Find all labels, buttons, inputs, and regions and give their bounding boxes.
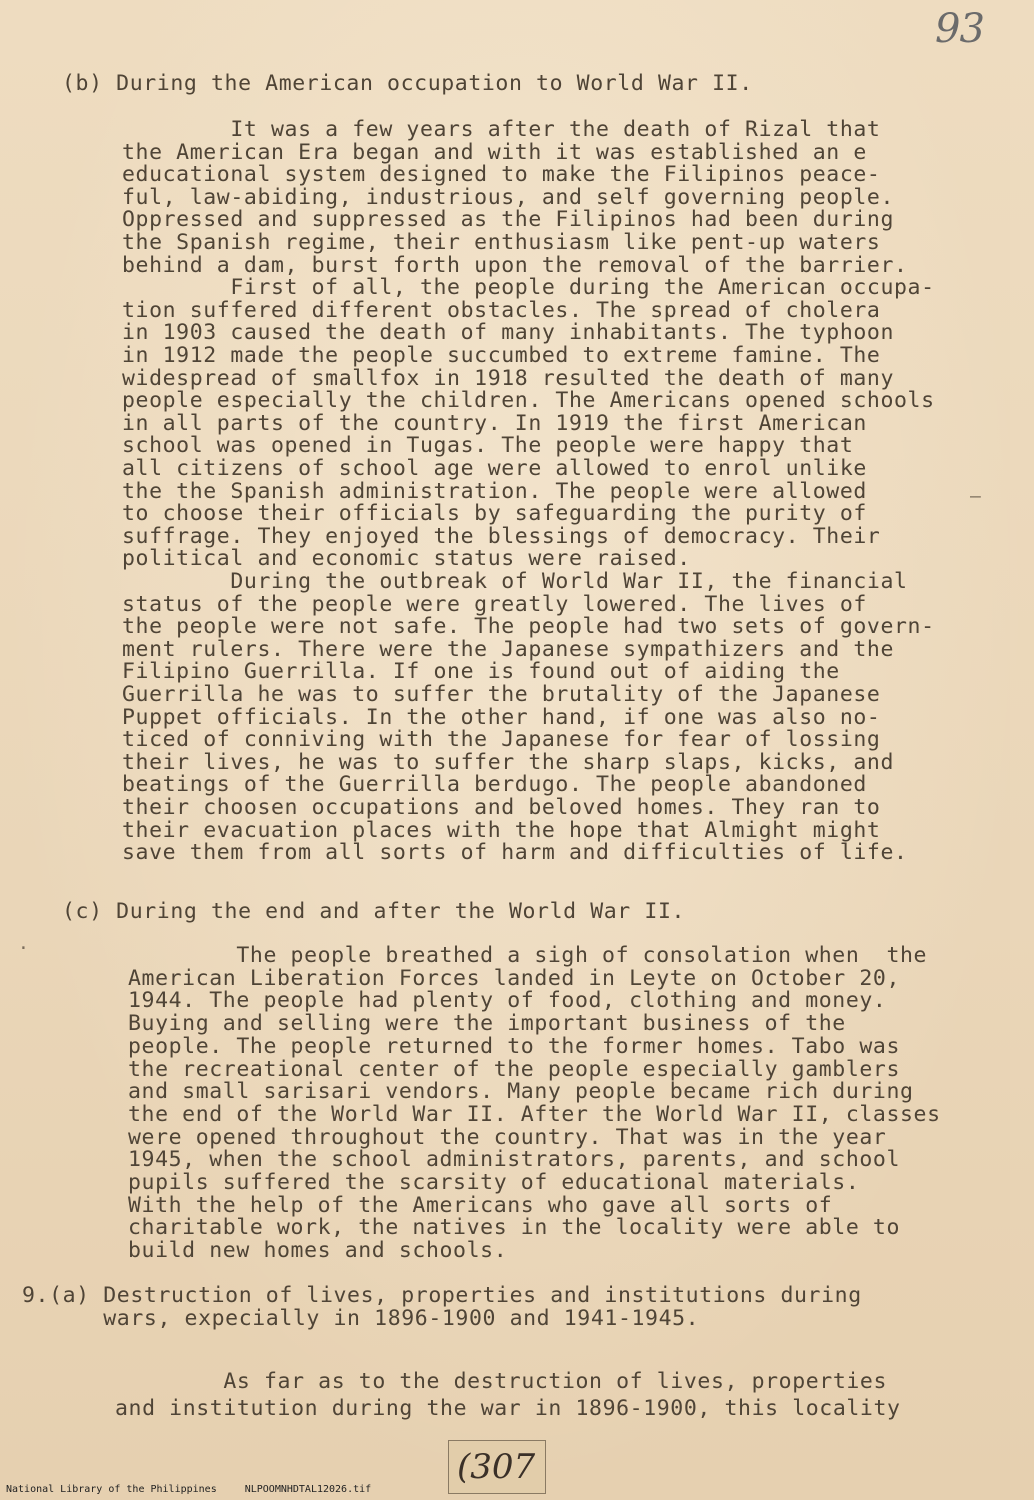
text-line: Oppressed and suppressed as the Filipinos had been during bbox=[122, 207, 895, 233]
text-line: their lives, he was to suffer the sharp slaps, kicks, and bbox=[122, 749, 895, 775]
text-line: pupils suffered the scarsity of educational materials. bbox=[128, 1170, 860, 1195]
text-line: educational system designed to make the Filipinos peace- bbox=[122, 162, 881, 188]
text-line: and institution during the war in 1896-1900, this locality bbox=[115, 1396, 901, 1421]
footer-library: National Library of the Philippines bbox=[6, 1484, 217, 1495]
section-9a-heading-line-2: wars, expecially in 1896-1900 and 1941-1945. bbox=[22, 1306, 700, 1331]
text-line: status of the people were greatly lowered. The lives of bbox=[122, 591, 867, 617]
text-line: During the outbreak of World War II, the financial bbox=[122, 569, 908, 594]
text-line: the Spanish regime, their enthusiasm like pent-up waters bbox=[122, 230, 881, 255]
text-line: The people breathed a sigh of consolation when the bbox=[128, 943, 928, 968]
text-line: With the help of the Americans who gave all sorts of bbox=[128, 1192, 833, 1218]
text-line: were opened throughout the country. That was in the year bbox=[128, 1124, 887, 1150]
text-line: tion suffered different obstacles. The spread of cholera bbox=[122, 297, 881, 323]
scan-footer bbox=[6, 1484, 399, 1495]
text-line: beatings of the Guerrilla berdugo. The people abandoned bbox=[122, 772, 867, 798]
text-line: the end of the World War II. After the World War II, classes bbox=[128, 1101, 941, 1127]
text-line: and small sarisari vendors. Many people became rich during bbox=[128, 1079, 914, 1105]
text-line: ticed of conniving with the Japanese for fear of lossing bbox=[122, 727, 881, 753]
text-line: behind a dam, burst forth upon the removal of the barrier. bbox=[122, 252, 908, 278]
section-c-heading: (c) During the end and after the World War II. bbox=[62, 899, 686, 924]
text-line: save them from all sorts of harm and difficulties of life. bbox=[122, 840, 908, 866]
text-line: widespread of smallfox in 1918 resulted the death of many bbox=[122, 365, 895, 391]
text-line: American Liberation Forces landed in Leyte on October 20, bbox=[128, 965, 901, 991]
text-line: the the Spanish administration. The people were allowed bbox=[122, 478, 867, 504]
text-line: build new homes and schools. bbox=[128, 1238, 508, 1264]
text-line: school was opened in Tugas. The people were happy that bbox=[122, 433, 854, 459]
text-line: the people were not safe. The people had two sets of govern- bbox=[122, 614, 935, 640]
text-line: 1945, when the school administrators, parents, and school bbox=[128, 1147, 901, 1173]
text-line: ful, law-abiding, industrious, and self governing people. bbox=[122, 184, 895, 210]
text-line: in 1903 caused the death of many inhabitants. The typhoon bbox=[122, 320, 895, 346]
text-line: ment rulers. There were the Japanese sympathizers and the bbox=[122, 636, 895, 662]
text-line: It was a few years after the death of Rizal that bbox=[122, 117, 881, 142]
text-line: First of all, the people during the American occupa- bbox=[122, 275, 935, 301]
text-line: charitable work, the natives in the locality were able to bbox=[128, 1215, 901, 1241]
text-line: the American Era began and with it was established an e bbox=[122, 139, 867, 165]
text-line: As far as to the destruction of lives, properties bbox=[115, 1369, 888, 1394]
text-line: their evacuation places with the hope that Almight might bbox=[122, 817, 881, 843]
stamp-number: (307 bbox=[457, 1447, 536, 1487]
text-line: 1944. The people had plenty of food, clothing and money. bbox=[128, 988, 887, 1014]
margin-mark: · bbox=[18, 938, 29, 959]
footer-file: NLPOOMNHDTAL12026.tif bbox=[244, 1484, 372, 1495]
text-line: Filipino Guerrilla. If one is found out of aiding the bbox=[122, 659, 840, 685]
section-b-heading: (b) During the American occupation to World War II. bbox=[62, 71, 753, 96]
text-line: Guerrilla he was to suffer the brutality of the Japanese bbox=[122, 682, 881, 707]
margin-mark: – bbox=[970, 486, 981, 507]
section-9a-heading-line-1: 9.(a) Destruction of lives, properties and institutions during bbox=[22, 1283, 862, 1308]
archive-stamp bbox=[448, 1440, 546, 1494]
text-line: suffrage. They enjoyed the blessings of democracy. Their bbox=[122, 523, 881, 549]
page-number: 93 bbox=[935, 6, 984, 52]
text-line: people especially the children. The Americans opened schools bbox=[122, 388, 935, 414]
text-line: Puppet officials. In the other hand, if one was also no- bbox=[122, 704, 881, 730]
text-line: in all parts of the country. In 1919 the first American bbox=[122, 410, 867, 436]
text-line: all citizens of school age were allowed to enrol unlike bbox=[122, 456, 867, 481]
text-line: to choose their officials by safeguarding the purity of bbox=[122, 501, 867, 527]
text-line: their choosen occupations and beloved homes. They ran to bbox=[122, 795, 881, 820]
text-line: Buying and selling were the important business of the bbox=[128, 1011, 846, 1037]
text-line: people. The people returned to the former homes. Tabo was bbox=[128, 1033, 901, 1059]
text-line: the recreational center of the people especially gamblers bbox=[128, 1056, 901, 1082]
text-line: political and economic status were raised. bbox=[122, 546, 691, 572]
text-line: in 1912 made the people succumbed to extreme famine. The bbox=[122, 343, 881, 368]
